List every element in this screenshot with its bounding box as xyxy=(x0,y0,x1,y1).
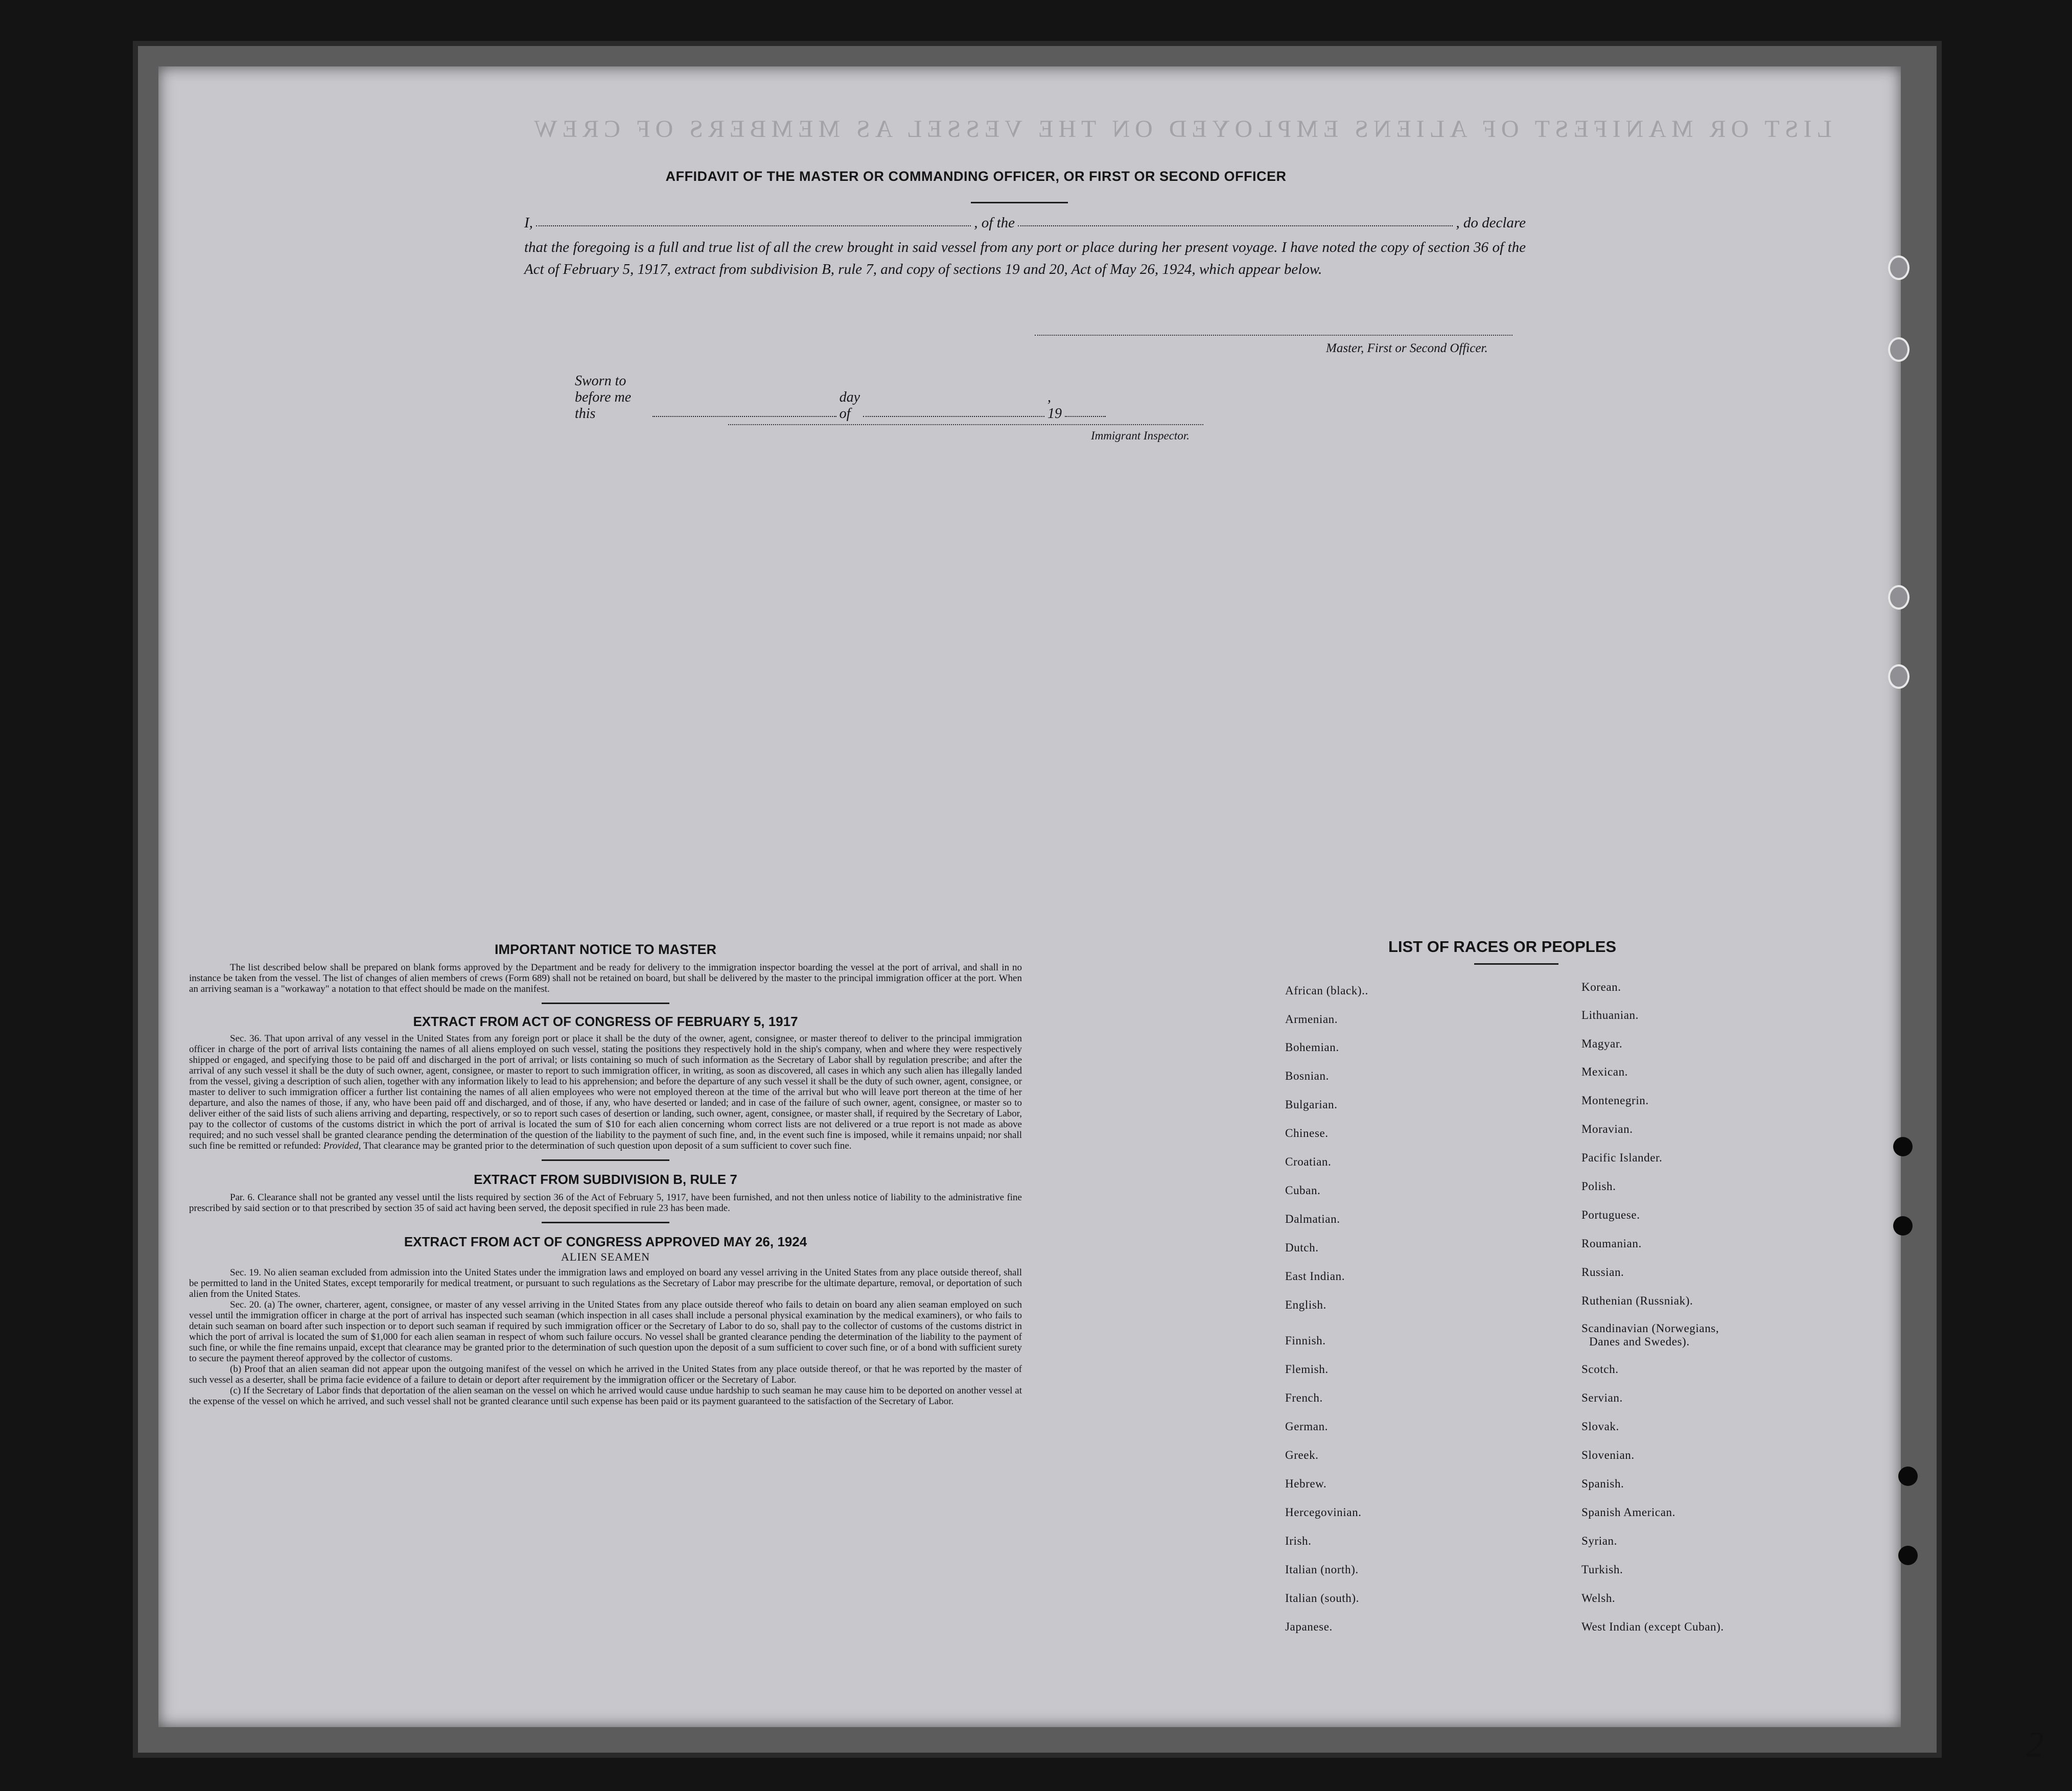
provided-word: Provided, xyxy=(323,1141,361,1151)
race-item: English. xyxy=(1285,1298,1326,1311)
name-blank[interactable] xyxy=(536,215,971,226)
punch-hole-icon xyxy=(1888,664,1910,689)
section-rule xyxy=(542,1159,669,1161)
sec20b-text: (b) Proof that an alien seaman did not appear upon the outgoing manifest of the vessel on which he arrived in the United States from any place outside thereof, or that he was reported by the master of such vessel as a deserter, shall be prima facie evidence of a failure to detain or deport after requirement by the immigration officer or the Secretary of Labor. xyxy=(189,1364,1022,1385)
race-item: Hercegovinian. xyxy=(1285,1506,1362,1519)
inspector-label: Immigrant Inspector. xyxy=(1091,429,1190,442)
sec36-label: Sec. 36. xyxy=(230,1033,262,1044)
inspector-signature-line[interactable] xyxy=(728,424,1203,425)
punch-hole-icon xyxy=(1888,255,1910,280)
extract-1917-text xyxy=(189,1033,1022,1151)
affidavit-body: that the foregoing is a full and true list of all the crew brought in said vessel from any port or place during her present voyage. I have noted the copy of section 36 of the Act of February 5, 1917, extract from subdivision B, rule 7, and copy of sections 19 and 20, Act of May 26, 1924, which appear below. xyxy=(524,239,1526,277)
race-item: Ruthenian (Russniak). xyxy=(1581,1294,1693,1307)
bleed-through-header: LIST OR MANIFEST OF ALIENS EMPLOYED ON THE VESSEL AS MEMBERS OF CREW xyxy=(529,115,1832,143)
race-item: Korean. xyxy=(1581,981,1621,993)
sworn-line xyxy=(575,373,1109,422)
race-item: Pacific Islander. xyxy=(1581,1151,1663,1164)
race-item: Turkish. xyxy=(1581,1563,1623,1576)
section-rule xyxy=(542,1003,669,1004)
race-item: Roumanian. xyxy=(1581,1237,1642,1250)
sworn-day-blank[interactable] xyxy=(653,416,836,417)
race-item: Russian. xyxy=(1581,1266,1624,1278)
notice-title: IMPORTANT NOTICE TO MASTER xyxy=(495,942,716,957)
race-item: Cuban. xyxy=(1285,1184,1321,1197)
race-item: French. xyxy=(1285,1391,1323,1404)
sworn-month-blank[interactable] xyxy=(863,416,1044,417)
filled-hole-icon xyxy=(1893,1137,1913,1156)
race-item: Servian. xyxy=(1581,1391,1623,1404)
race-item: Irish. xyxy=(1285,1534,1312,1547)
punch-hole-icon xyxy=(1888,337,1910,362)
sworn-year-label: , 19 xyxy=(1047,389,1062,422)
race-item: Polish. xyxy=(1581,1180,1616,1193)
sworn-prefix: Sworn to before me this xyxy=(575,373,632,422)
race-item: Italian (north). xyxy=(1285,1563,1359,1576)
race-item: Dalmatian. xyxy=(1285,1213,1340,1225)
races-title-rule xyxy=(1474,963,1558,965)
race-item: Portuguese. xyxy=(1581,1208,1640,1221)
master-label: Master, First or Second Officer. xyxy=(1326,341,1488,355)
extract-1924-title: EXTRACT FROM ACT OF CONGRESS APPROVED MAY 26, 1924 xyxy=(404,1234,807,1249)
subdivision-b-text: Par. 6. Clearance shall not be granted any vessel until the lists required by section 36 of the Act of February 5, 1917, have been furnished, and not then unless notice of liability to the administrative fine prescribed by said section or to that prescribed by section 35 of said act having been served, the deposit specified in rule 23 has been made. xyxy=(189,1192,1022,1214)
vessel-blank[interactable] xyxy=(1018,215,1453,226)
race-item: Danes and Swedes). xyxy=(1589,1335,1690,1348)
race-item: Hebrew. xyxy=(1285,1477,1327,1490)
race-item: Bohemian. xyxy=(1285,1041,1339,1054)
race-item: Spanish American. xyxy=(1581,1506,1675,1519)
race-item: Armenian. xyxy=(1285,1013,1338,1026)
filled-hole-icon xyxy=(1898,1546,1918,1565)
race-item: Lithuanian. xyxy=(1581,1009,1639,1021)
race-item: Japanese. xyxy=(1285,1620,1333,1633)
sec19-text: Sec. 19. No alien seaman excluded from admission into the United States under the immigration laws and employed on board any vessel arriving in the United States from any place outside thereof, shall be permitted to land in the United States, except temporarily for medical treatment, or pursuant to such regulations as the Secretary of Labor may prescribe for the ultimate departure, removal, or deportation of such alien from the United States. xyxy=(189,1267,1022,1299)
sworn-day-label: day of xyxy=(839,389,860,422)
race-item: Finnish. xyxy=(1285,1334,1326,1347)
race-item: German. xyxy=(1285,1420,1329,1433)
race-item: East Indian. xyxy=(1285,1270,1345,1283)
filled-hole-icon xyxy=(1893,1216,1913,1236)
punch-hole-icon xyxy=(1888,585,1910,610)
subdivision-b-title: EXTRACT FROM SUBDIVISION B, RULE 7 xyxy=(474,1172,737,1187)
race-item: Italian (south). xyxy=(1285,1592,1360,1604)
race-item: Chinese. xyxy=(1285,1127,1329,1139)
race-item: Slovak. xyxy=(1581,1420,1619,1433)
race-item: Syrian. xyxy=(1581,1534,1617,1547)
master-signature-line[interactable] xyxy=(1035,335,1512,336)
document-page xyxy=(158,66,2044,1764)
affidavit-of-the: , of the xyxy=(974,215,1015,231)
filled-hole-icon xyxy=(1898,1467,1918,1486)
notice-text: The list described below shall be prepared on blank forms approved by the Department and be ready for delivery to the immigration inspector boarding the vessel at the port of arrival, and shall in no instance be taken from the vessel. The list of changes of alien members of crews (Form 689) shall not be retained on board, but shall be delivered by the master to the principal immigration officer at the port. When an arriving seaman is a "workaway" a notation to that effect should be made on the manifest. xyxy=(189,962,1022,994)
affidavit-title: AFFIDAVIT OF THE MASTER OR COMMANDING OFFICER, OR FIRST OR SECOND OFFICER xyxy=(665,169,1287,184)
race-item: African (black).. xyxy=(1285,984,1368,997)
alien-seamen-subtitle: ALIEN SEAMEN xyxy=(561,1250,650,1263)
race-item: Magyar. xyxy=(1581,1037,1623,1050)
race-item: Montenegrin. xyxy=(1581,1094,1649,1107)
race-item: Scandinavian (Norwegians, xyxy=(1581,1322,1719,1335)
sec20a-text: Sec. 20. (a) The owner, charterer, agent, consignee, or master of any vessel arriving in the United States from any place outside thereof who fails to detain on board any alien seaman employed on such vessel until the immigration officer in charge at the port of arrival has inspected such seaman (which inspection in all cases shall include a personal physical examination by the medical examiners), or who fails to detain such seaman on board after such inspection or to deport such seaman if required by such immigration officer or the Secretary of Labor to do so, shall pay to the collector of customs of the customs district in which the port of arrival is located the sum of $1,000 for each alien seaman in respect of whom such failure occurs. No vessel shall be granted clearance pending the determination of the liability to the payment of such fine, or while the fine remains unpaid, except that clearance may be granted prior to the determination of such question upon the deposit of a sum sufficient to cover such fine, or of a bond with sufficient surety to secure the payment thereof approved by the collector of customs. xyxy=(189,1299,1022,1364)
handwritten-page-number: 2 xyxy=(2026,1725,2044,1764)
race-item: Bosnian. xyxy=(1285,1069,1329,1082)
race-item: Greek. xyxy=(1285,1449,1319,1461)
race-item: Croatian. xyxy=(1285,1155,1332,1168)
section-rule xyxy=(542,1222,669,1223)
affidavit-declare: , do declare xyxy=(1456,215,1526,231)
race-item: Scotch. xyxy=(1581,1363,1619,1376)
race-item: Welsh. xyxy=(1581,1592,1616,1604)
affidavit-first-line xyxy=(524,215,1526,231)
race-item: Dutch. xyxy=(1285,1241,1319,1254)
race-item: Moravian. xyxy=(1581,1123,1633,1135)
race-item: Slovenian. xyxy=(1581,1449,1635,1461)
sworn-year-blank[interactable] xyxy=(1065,416,1106,417)
affidavit-i: I, xyxy=(524,215,533,231)
race-item: Spanish. xyxy=(1581,1477,1624,1490)
sec20c-text: (c) If the Secretary of Labor finds that deportation of the alien seaman on the vessel on which he arrived would cause undue hardship to such seaman he may cause him to be deported on another vessel at the expense of the vessel on which he arrived, and such vessel shall not be granted clearance until such expense has been paid or its payment guaranteed to the satisfaction of the Secretary of Labor. xyxy=(189,1385,1022,1407)
notices-column xyxy=(189,944,1022,1407)
extract-1917-title: EXTRACT FROM ACT OF CONGRESS OF FEBRUARY 5, 1917 xyxy=(413,1014,798,1029)
race-item: West Indian (except Cuban). xyxy=(1581,1620,1724,1633)
races-title: LIST OF RACES OR PEOPLES xyxy=(1388,938,1617,956)
race-item: Mexican. xyxy=(1581,1065,1628,1078)
title-rule xyxy=(971,202,1068,203)
race-item: Bulgarian. xyxy=(1285,1098,1338,1111)
sec36-body: That upon arrival of any vessel in the United States from any foreign port or place it shall be the duty of the owner, agent, consignee, or master thereof to deliver to the principal immigration officer in charge of the port of arrival lists containing the names of all aliens employed on such vessel, stating the positions they respectively hold in the ship's company, when and where they were respectively shipped or engaged, and specifying those to be paid off and discharged in the port of arrival; or lists containing so much of such information as the Secretary of Labor shall by regulation prescribe; and after the arrival of any such vessel it shall be the duty of such owner, agent, consignee, or master to report to such immigration officer, in writing, as soon as discovered, all cases in which any such alien has illegally landed from the vessel, giving a description of such alien, together with any information likely to lead to his apprehension; and before the departure of any such vessel it shall be the duty of such owner, agent, consignee, or master to deliver to such immigration officer a further list containing the names of all alien employees who were not employed thereon at the time of the arrival but who will leave port thereon at the time of her departure, and also the names of those, if any, who have been paid off and discharged, and of those, if any, who have deserted or landed; and in case of the failure of such owner, agent, consignee, or master so to deliver either of the said lists of such aliens arriving and departing, respectively, or so to report such cases of desertion or landing, such owner, agent, consignee, or master shall, if required by the Secretary of Labor, pay to the collector of customs of the customs district in which the port of arrival is located the sum of $10 for each alien concerning whom correct lists are not delivered or a true report is not made as above required; and no such vessel shall be granted clearance pending the determination of the question of the liability to the payment of such fine, and, in the event such fine is imposed, while it remains unpaid; nor shall such fine be remitted or refunded: xyxy=(189,1033,1022,1151)
sec36-tail: That clearance may be granted prior to the determination of such question upon deposit of a sum sufficient to cover such fine. xyxy=(363,1141,852,1151)
race-item: Flemish. xyxy=(1285,1363,1329,1376)
